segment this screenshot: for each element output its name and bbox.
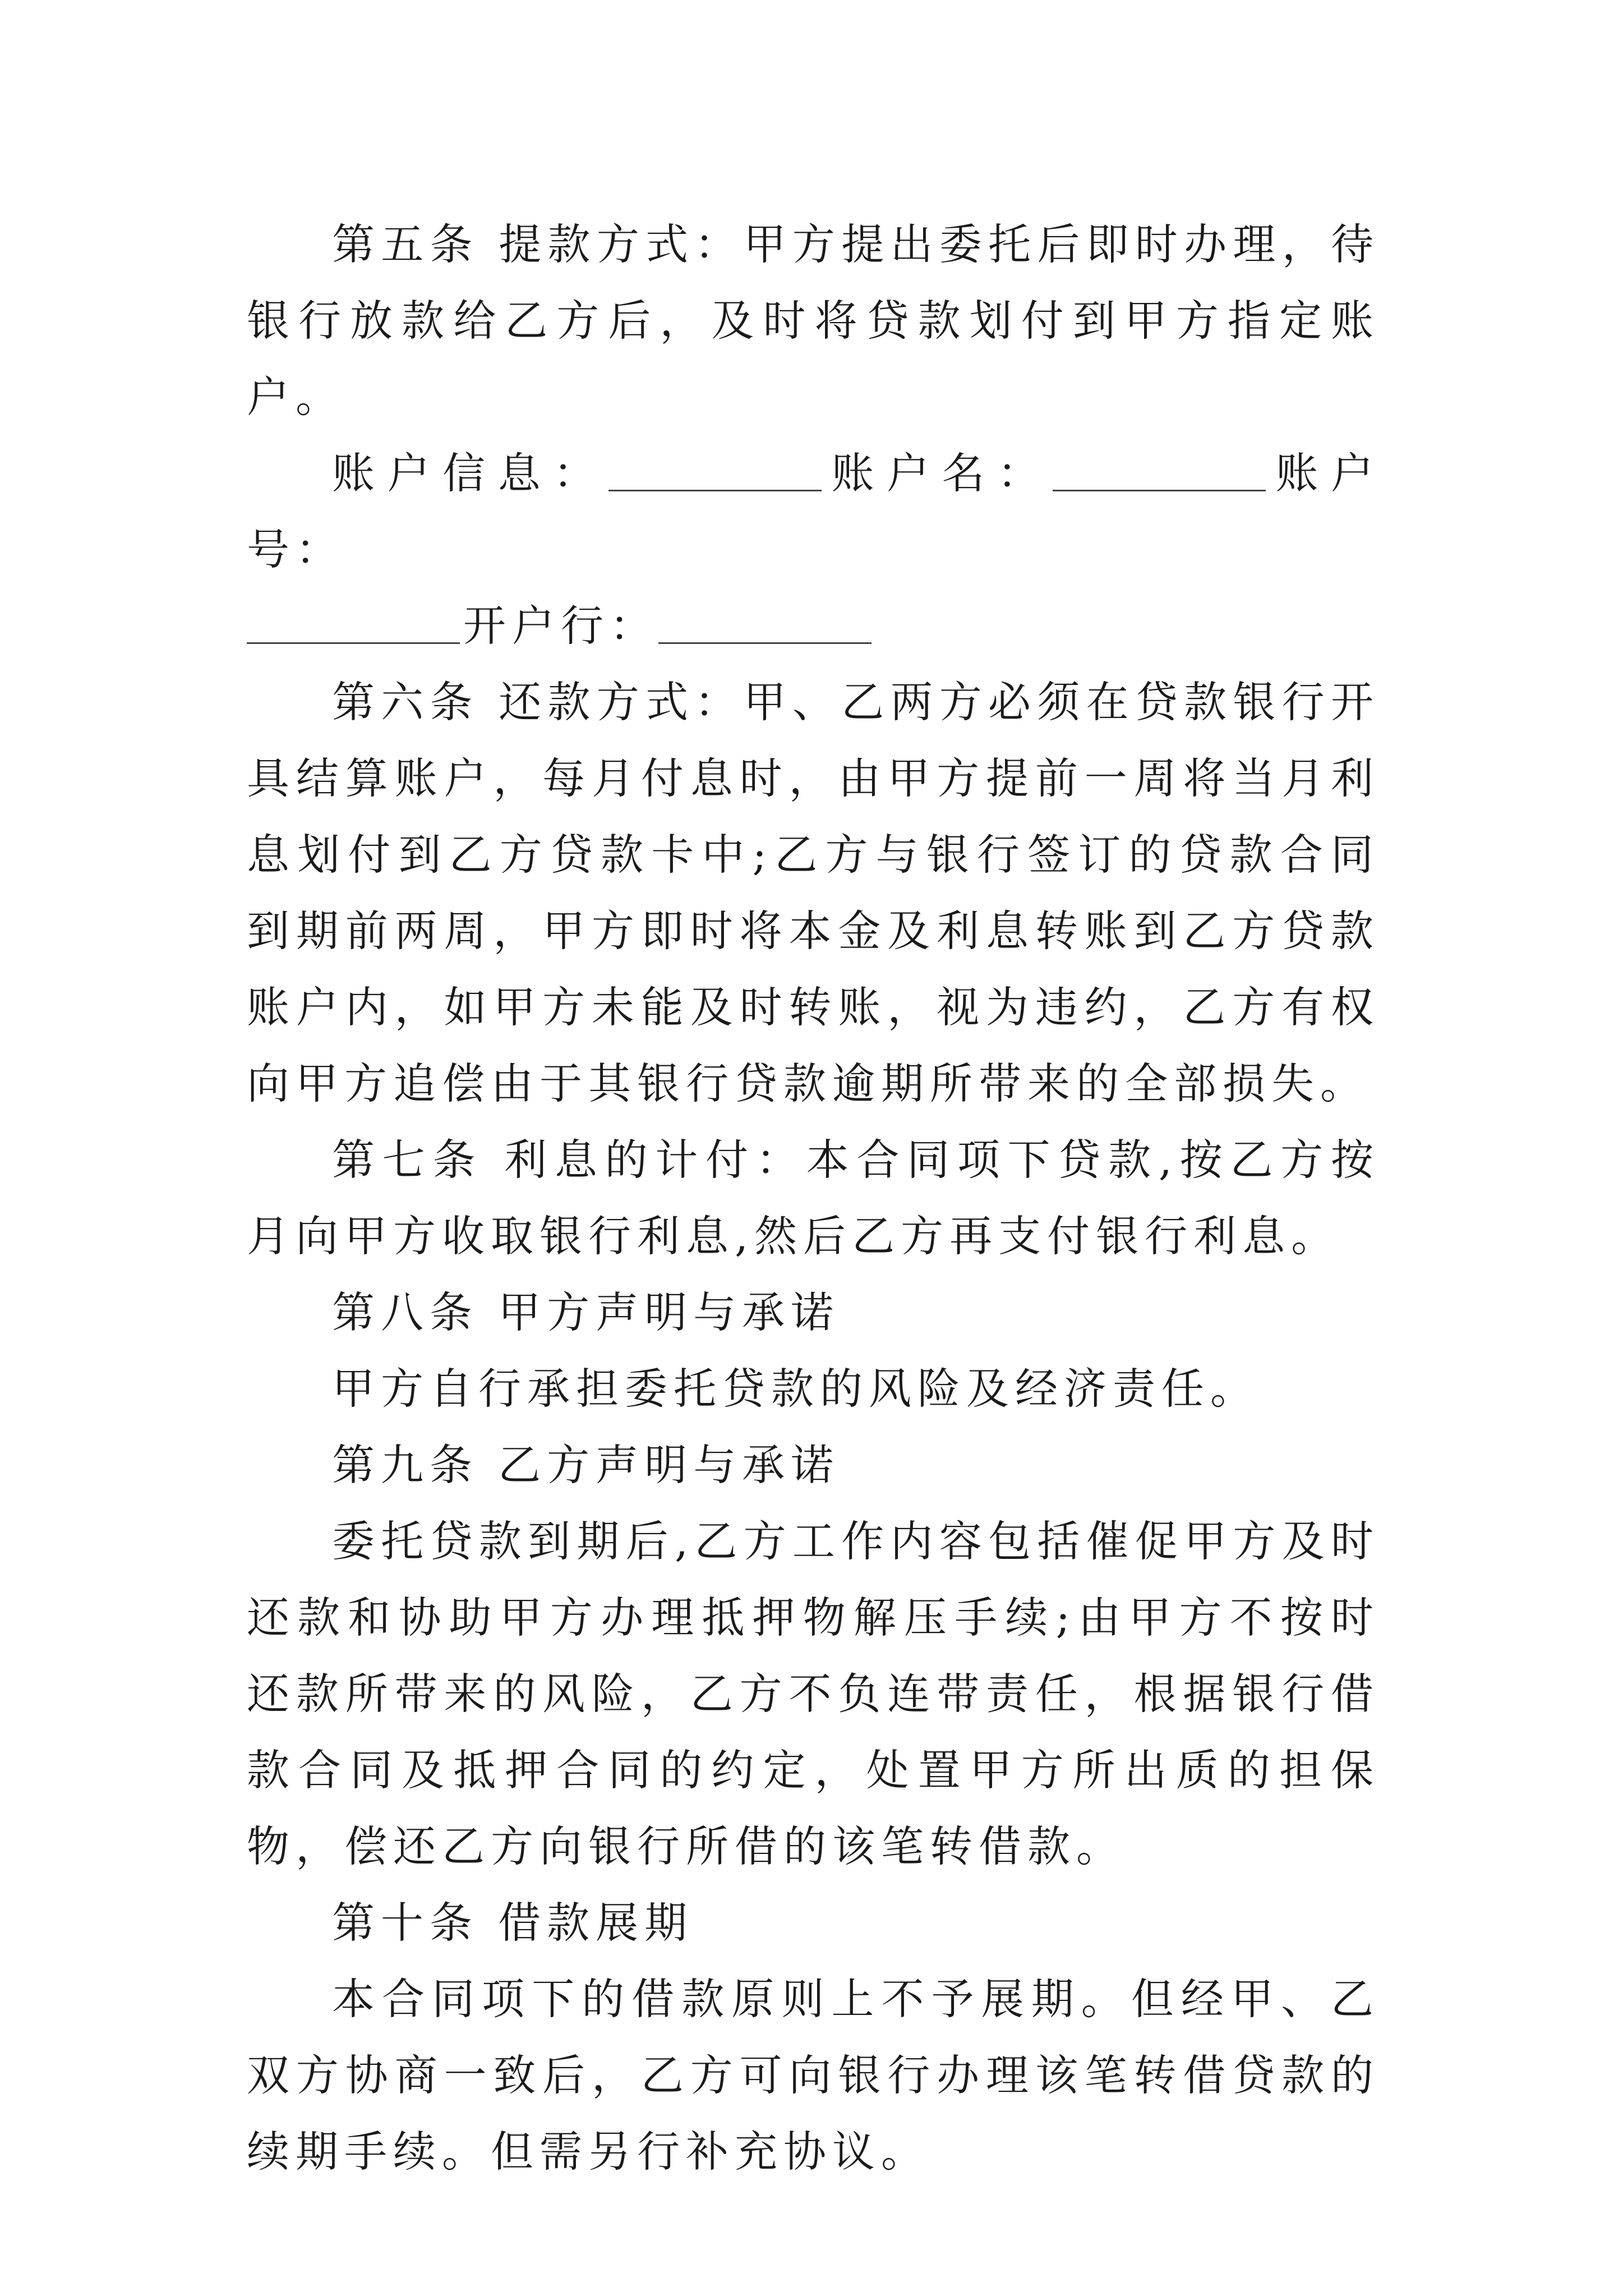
bank-label: 开户行： [463,601,658,651]
bank-blank[interactable] [658,600,872,644]
article-7-paragraph: 第七条 利息的计付：本合同项下贷款,按乙方按月向甲方收取银行利息,然后乙方再支付银行利息。 [247,1135,1380,1261]
account-bank-line [247,588,1380,664]
article-10-paragraph: 本合同项下的借款原则上不予展期。但经甲、乙双方协商一致后，乙方可向银行办理该笔转借贷款的续期手续。但需另行补充协议。 [247,1974,1380,2177]
article-9-paragraph: 委托贷款到期后,乙方工作内容包括催促甲方及时还款和协助甲方办理抵押物解压手续;由甲方不按时还款所带来的风险，乙方不负连带责任，根据银行借款合同及抵押合同的约定，处置甲方所出质的担保物，偿还乙方向银行所借的该笔转借款。 [247,1516,1380,1871]
account-info-label: 账户信息： [332,448,608,498]
account-name-label: 账户名： [824,448,1053,498]
account-name-blank[interactable] [1053,447,1266,491]
account-info-blank[interactable] [608,447,822,491]
account-number-label: 账户号： [247,448,1380,574]
article-5-paragraph: 第五条 提款方式：甲方提出委托后即时办理，待银行放款给乙方后，及时将贷款划付到甲方指定账户。 [247,219,1380,422]
document-body [247,206,1380,2190]
article-9-heading: 第九条 乙方声明与承诺 [332,1440,840,1490]
article-8-heading: 第八条 甲方声明与承诺 [332,1287,840,1337]
account-info-fields [247,435,1380,588]
account-number-blank[interactable] [247,600,460,644]
article-10-heading: 第十条 借款展期 [332,1898,694,1948]
article-8-paragraph: 甲方自行承担委托贷款的风险及经济责任。 [332,1364,1259,1414]
article-6-paragraph: 第六条 还款方式：甲、乙两方必须在贷款银行开具结算账户，每月付息时，由甲方提前一周将当月利息划付到乙方贷款卡中;乙方与银行签订的贷款合同到期前两周，甲方即时将本金及利息转账到乙方贷款账户内，如甲方未能及时转账，视为违约，乙方有权向甲方追偿由于其银行贷款逾期所带来的全部损失。 [247,677,1380,1108]
